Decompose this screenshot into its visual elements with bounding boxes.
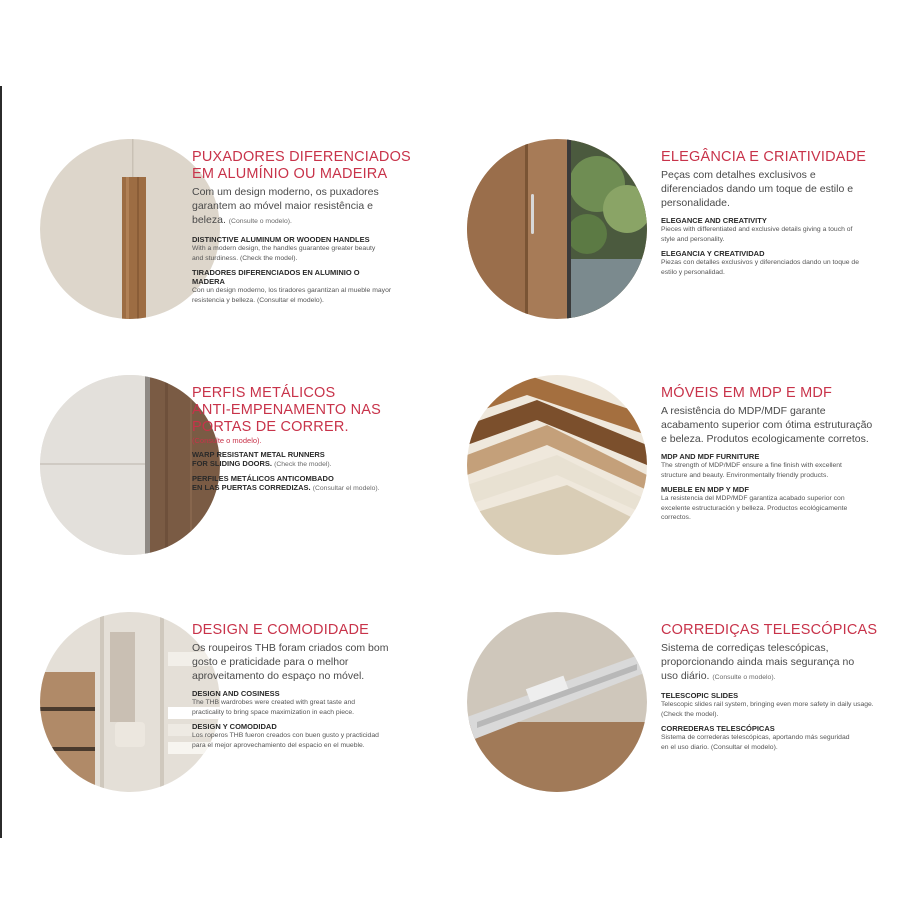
feature-elegance [459,139,918,329]
english-heading: TELESCOPIC SLIDES [661,691,739,700]
feature-telescopic-slides [459,612,918,802]
spanish-heading: PERFILES METÁLICOS ANTICOMBADO EN LAS PUERTAS CORREDIZAS. (Consultar el modelo). [192,474,380,492]
feature-description: Com um design moderno, os puxadores garantem ao móvel maior resistência e beleza. (Consulte o modelo). [192,186,379,226]
feature-description: Peças com detalhes exclusivos e diferenciados dando um toque de estilo e personalidade. [661,169,854,209]
feature-title: DESIGN E COMODIDADE [192,622,370,638]
feature-description: Os roupeiros THB foram criados com bom gosto e praticidade para o melhor aproveitamento do espaço no móvel. [192,642,389,682]
spanish-text: Los roperos THB fueron creados con buen gusto y practicidad para el mejor aprovechamiento del espacio en el mueble. [192,732,379,749]
design-comfort-text [192,622,417,750]
feature-handles [0,139,459,329]
spanish-text: Con un design moderno, los tiradores garantizan al mueble mayor resistencia y belleza. (Consultar el modelo). [192,287,392,304]
english-text: Telescopic slides rail system, bringing even more safety in daily usage. (Check the model). [661,701,874,718]
feature-metal-profiles [0,375,459,565]
feature-mdp-mdf [459,375,918,565]
spanish-heading: CORREDERAS TELESCÓPICAS [661,724,775,733]
english-heading: DISTINCTIVE ALUMINUM OR WOODEN HANDLES [192,235,370,244]
mdp-mdf-photo [467,375,647,555]
spanish-heading: TIRADORES DIFERENCIADOS EN ALUMINIO O MADERA [192,268,360,286]
feature-title: ELEGÂNCIA E CRIATIVIDADE [661,149,867,165]
feature-title: CORREDIÇAS TELESCÓPICAS [661,622,878,638]
title-note: (Consulte o modelo). [192,436,262,445]
spanish-text: Sistema de correderas telescópicas, aportando más seguridad en el uso diario. (Consultar el modelo). [661,734,850,751]
metal-profiles-text [192,385,417,493]
elegance-photo [467,139,647,319]
spanish-heading: ELEGANCIA Y CREATIVIDAD [661,249,765,258]
feature-title: PUXADORES DIFERENCIADOS EM ALUMÍNIO OU MADEIRA [192,149,411,182]
english-text: The THB wardrobes were created with great taste and practicality to bring space maximization in each piece. [192,699,356,716]
elegance-text [661,149,881,277]
feature-description: A resistência do MDP/MDF garante acabamento superior com ótima estruturação e beleza. Produtos ecologicamente corretos. [661,405,873,445]
english-heading: WARP RESISTANT METAL RUNNERS FOR SLIDING DOORS. (Check the model). [192,450,332,468]
spanish-heading: DESIGN Y COMODIDAD [192,722,277,731]
handles-text [192,149,417,305]
english-text: The strength of MDP/MDF ensure a fine finish with excellent structure and beauty. Environmentally friendly products. [661,462,842,479]
feature-title: MÓVEIS EM MDP E MDF [661,385,833,401]
spanish-text: Piezas con detalles exclusivos y diferenciados dando un toque de estilo y personalidad. [661,259,859,276]
feature-design-comfort [0,612,459,802]
english-text: Pieces with differentiated and exclusive details giving a touch of style and personality. [661,226,853,243]
english-heading: MDP AND MDF FURNITURE [661,452,760,461]
telescopic-slides-text [661,622,881,752]
english-text: With a modern design, the handles guarantee greater beauty and sturdiness. (Check the model). [192,245,376,262]
english-heading: ELEGANCE AND CREATIVITY [661,216,767,225]
spanish-text: La resistencia del MDP/MDF garantiza acabado superior con excelente estructuración y belleza. Productos ecológicamente correctos. [661,495,848,521]
spanish-heading: MUEBLE EN MDP Y MDF [661,485,749,494]
feature-title: PERFIS METÁLICOS ANTI-EMPENAMENTO NAS PORTAS DE CORRER. [192,385,382,435]
mdp-mdf-text [661,385,881,523]
feature-description: Sistema de corrediças telescópicas, proporcionando ainda mais segurança no uso diário. (Consulte o modelo). [661,642,855,682]
english-heading: DESIGN AND COSINESS [192,689,280,698]
telescopic-slides-photo [467,612,647,792]
